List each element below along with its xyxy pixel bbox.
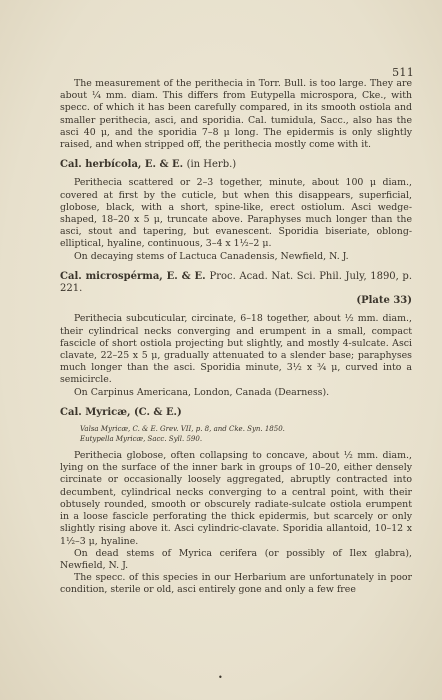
intro-paragraph: The measurement of the perithecia in Torr. Bull. is too large. They are about ¼ mm. diam. This differs from Eutypella microspora, Cke., with specc. of which it has been carefully compared, in its smooth ostiola and smaller perithecia, asci, and sporidia. Cal. tumidula, Sacc., also has the asci 40 μ, and the sporidia 7–8 μ long. The epidermis is only slightly raised, and when stripped off, the perithecia mostly come with it. (60, 78, 412, 151)
microsperma-plate: (Plate 33) (356, 295, 412, 307)
microsperma-description: Perithecia subcuticular, circinate, 6–18 together, about ½ mm. diam., their cylindrical necks converging and erumpent in a small, compact fascicle of short ostiola projecting but slightly, and mostly 4-sulcate. Asci clavate, 22–25 x 5 μ, gradually attenuated to a slender base; paraphyses much longer than the asci. Sporidia minute, 3½ x ¾ μ, curved into a semicircle. (60, 313, 412, 386)
herbicola-note: (in Herb.) (186, 159, 237, 171)
herbicola-description: Perithecia scattered or 2–3 together, minute, about 100 μ diam., covered at first by the cuticle, but when this disappears, superficial, globose, black, with a short, spine-like, erect ostiolum. Asci wedge-shaped, 18–20 x 5 μ, truncate above. Paraphyses much longer than the asci, stout and tapering, but evanescent. Sporidia biseriate, oblong-elliptical, hyaline, continuous, 3–4 x 1½–2 μ. (60, 177, 412, 250)
page-body (60, 78, 412, 597)
page-number: 511 (392, 66, 414, 79)
myricae-final-paragraph: The specc. of this species in our Herbarium are unfortunately in poor condition, sterile or old, asci entirely gone and only a few free (60, 572, 412, 596)
myricae-synonyms (60, 425, 412, 444)
myricae-synonym-1: Valsa Myricæ, C. & E. Grev. VII, p. 8, and Cke. Syn. 1850. (80, 425, 285, 434)
herbicola-habitat: On decaying stems of Lactuca Canadensis, Newfield, N. J. (74, 250, 349, 262)
microsperma-habitat: On Carpinus Americana, London, Canada (Dearness). (74, 386, 330, 398)
footer-mark: • (218, 673, 223, 682)
myricae-habitat: On dead stems of Myrica cerifera (or possibly of Ilex glabra), Newfield, N. J. (60, 547, 412, 571)
herbicola-title: Cal. herbícola, E. & E. (60, 159, 184, 171)
myricae-title: Cal. Myricæ, (C. & E.) (60, 406, 182, 418)
myricae-description: Perithecia globose, often collapsing to concave, about ½ mm. diam., lying on the surface of the inner bark in groups of 10–20, either densely circinate or occasionally loosely aggregated, abruptly contracted into decumbent, cylindrical necks converging to a central point, with their obtusely rounded, smooth or obscurely radiate-sulcate ostiola erumpent in a loose fascicle perforating the thick epidermis, but scarcely or only slightly rising above it. Asci cylindric-clavate. Sporidia allantoid, 10–12 x 1½–3 μ, hyaline. (60, 450, 412, 547)
myricae-heading (60, 407, 412, 419)
microsperma-title: Cal. microspérma, E. & E. (60, 270, 206, 282)
microsperma-plate-row (60, 295, 412, 307)
herbicola-heading (60, 159, 412, 171)
microsperma-ref: Proc. Acad. Nat. Sci. Phil. July, 1890, p. 221. (60, 270, 412, 295)
microsperma-heading (60, 271, 412, 308)
myricae-synonym-2: Eutypella Myricæ, Sacc. Syll. 590. (80, 434, 203, 443)
